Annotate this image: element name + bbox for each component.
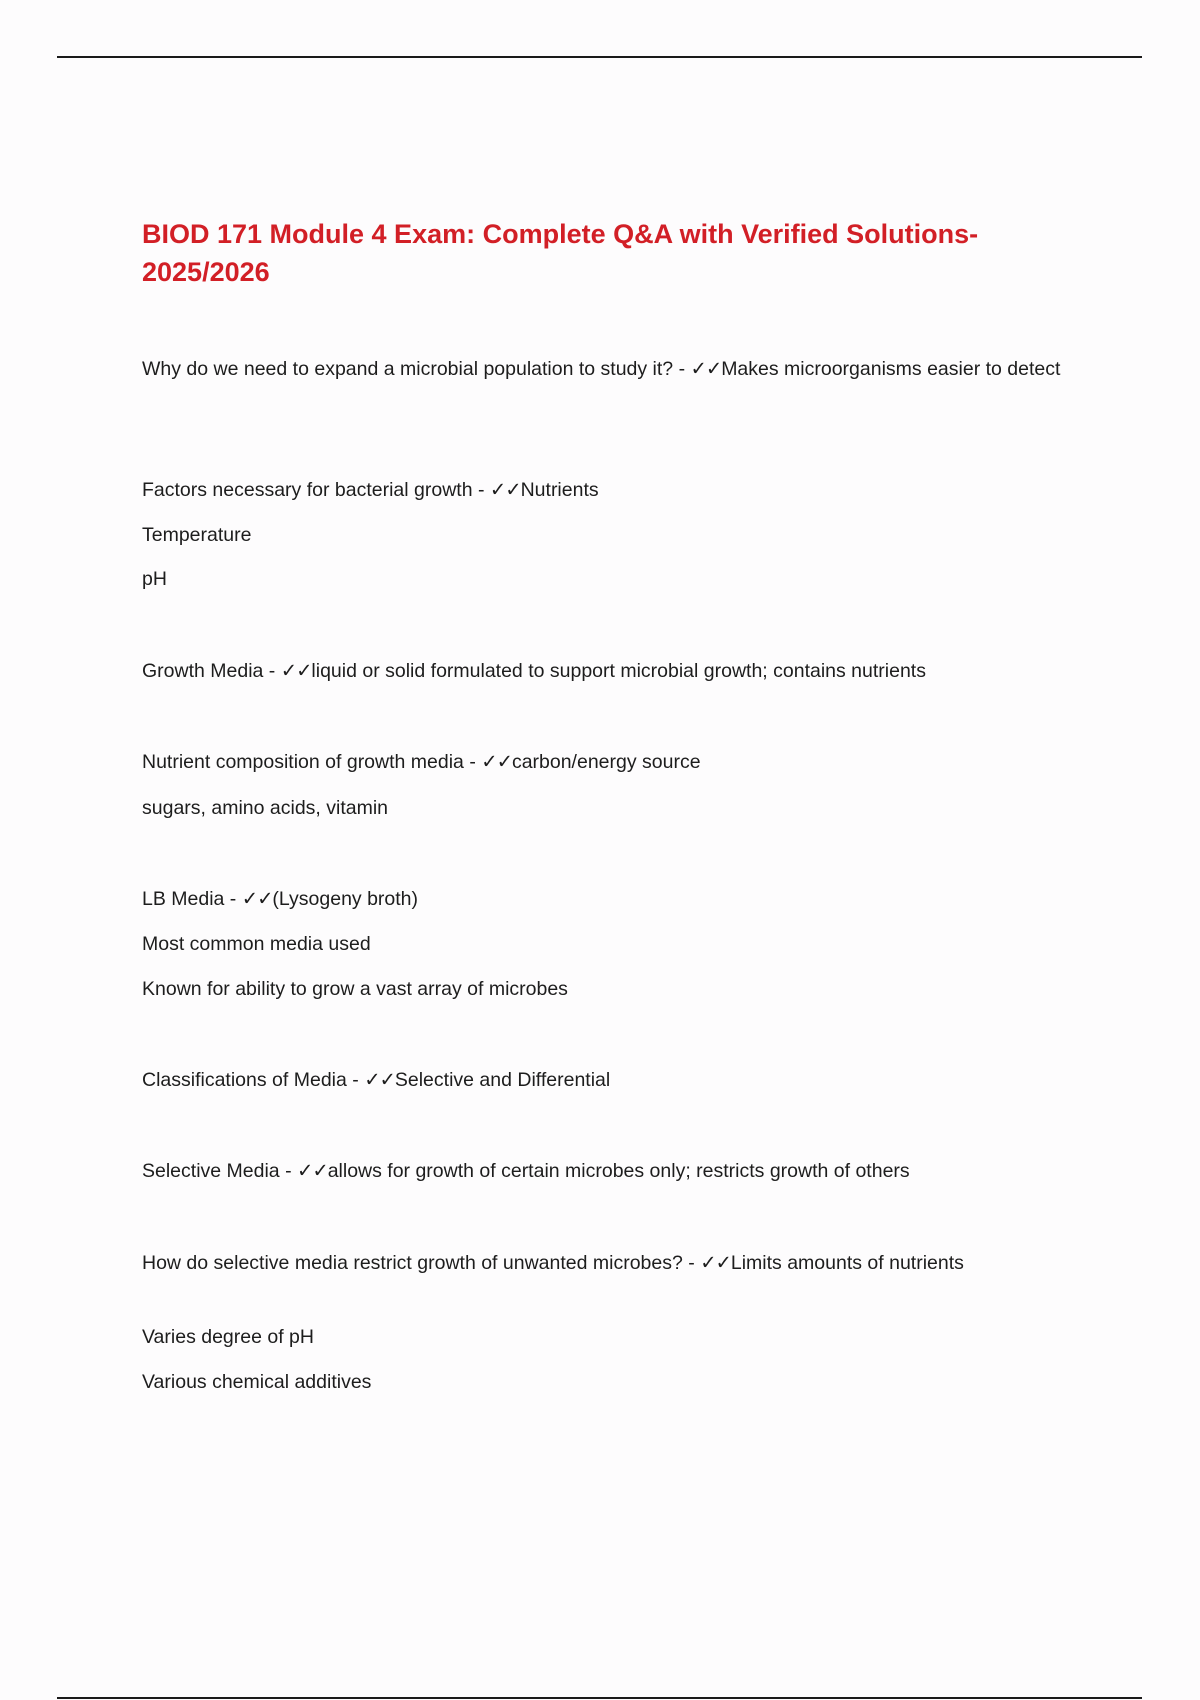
- separator: -: [682, 1252, 701, 1274]
- answer-line: sugars, amino acids, vitamin: [142, 797, 389, 819]
- double-check-icon: ✓✓: [241, 888, 273, 910]
- answer-text: liquid or solid formulated to support microbial growth; contains nutrients: [311, 660, 926, 682]
- question-text: How do selective media restrict growth of unwanted microbes?: [142, 1252, 683, 1274]
- double-check-icon: ✓✓: [690, 358, 722, 380]
- separator: -: [279, 1160, 297, 1182]
- question-text: Selective Media: [142, 1160, 280, 1182]
- qa-item: [142, 1157, 1062, 1186]
- double-check-icon: ✓✓: [297, 1160, 328, 1182]
- bottom-rule: [57, 1697, 1142, 1699]
- double-check-icon: ✓✓: [280, 660, 312, 682]
- answer-line: Temperature: [142, 524, 252, 546]
- top-rule: [57, 56, 1142, 58]
- qa-item: [142, 885, 1062, 914]
- answer-text: Makes microorganisms easier to detect: [721, 358, 1061, 380]
- answer-line: Various chemical additives: [142, 1371, 372, 1393]
- separator: -: [673, 358, 691, 380]
- qa-item: [142, 657, 1062, 686]
- answer-line: Known for ability to grow a vast array of microbes: [142, 978, 568, 1000]
- question-text: Nutrient composition of growth media: [142, 751, 464, 773]
- qa-item: [142, 1249, 1002, 1278]
- answer-text: allows for growth of certain microbes only; restricts growth of others: [327, 1160, 910, 1182]
- qa-item: [142, 1066, 1062, 1095]
- answer-text: Nutrients: [520, 479, 599, 501]
- answer-line: pH: [142, 568, 167, 590]
- qa-item: [142, 476, 1062, 505]
- separator: -: [263, 660, 281, 682]
- answer-text: Limits amounts of nutrients: [730, 1252, 964, 1274]
- question-text: Classifications of Media: [142, 1069, 347, 1091]
- separator: -: [346, 1069, 365, 1091]
- question-text: Growth Media: [142, 660, 264, 682]
- question-text: Factors necessary for bacterial growth: [142, 479, 473, 501]
- answer-text: (Lysogeny broth): [272, 888, 419, 910]
- qa-item: [142, 355, 1062, 384]
- answer-line: Varies degree of pH: [142, 1326, 314, 1348]
- answer-text: Selective and Differential: [394, 1069, 611, 1091]
- answer-line: Most common media used: [142, 933, 371, 955]
- answer-text: carbon/energy source: [511, 751, 701, 773]
- double-check-icon: ✓✓: [364, 1069, 395, 1091]
- double-check-icon: ✓✓: [489, 479, 521, 501]
- document-title: BIOD 171 Module 4 Exam: Complete Q&A with Verified Solutions-2025/2026: [142, 219, 979, 287]
- double-check-icon: ✓✓: [700, 1252, 731, 1274]
- double-check-icon: ✓✓: [481, 751, 512, 773]
- separator: -: [224, 888, 242, 910]
- qa-item: [142, 748, 1062, 777]
- question-text: LB Media: [142, 888, 225, 910]
- separator: -: [463, 751, 482, 773]
- question-text: Why do we need to expand a microbial population to study it?: [142, 358, 674, 380]
- separator: -: [472, 479, 490, 501]
